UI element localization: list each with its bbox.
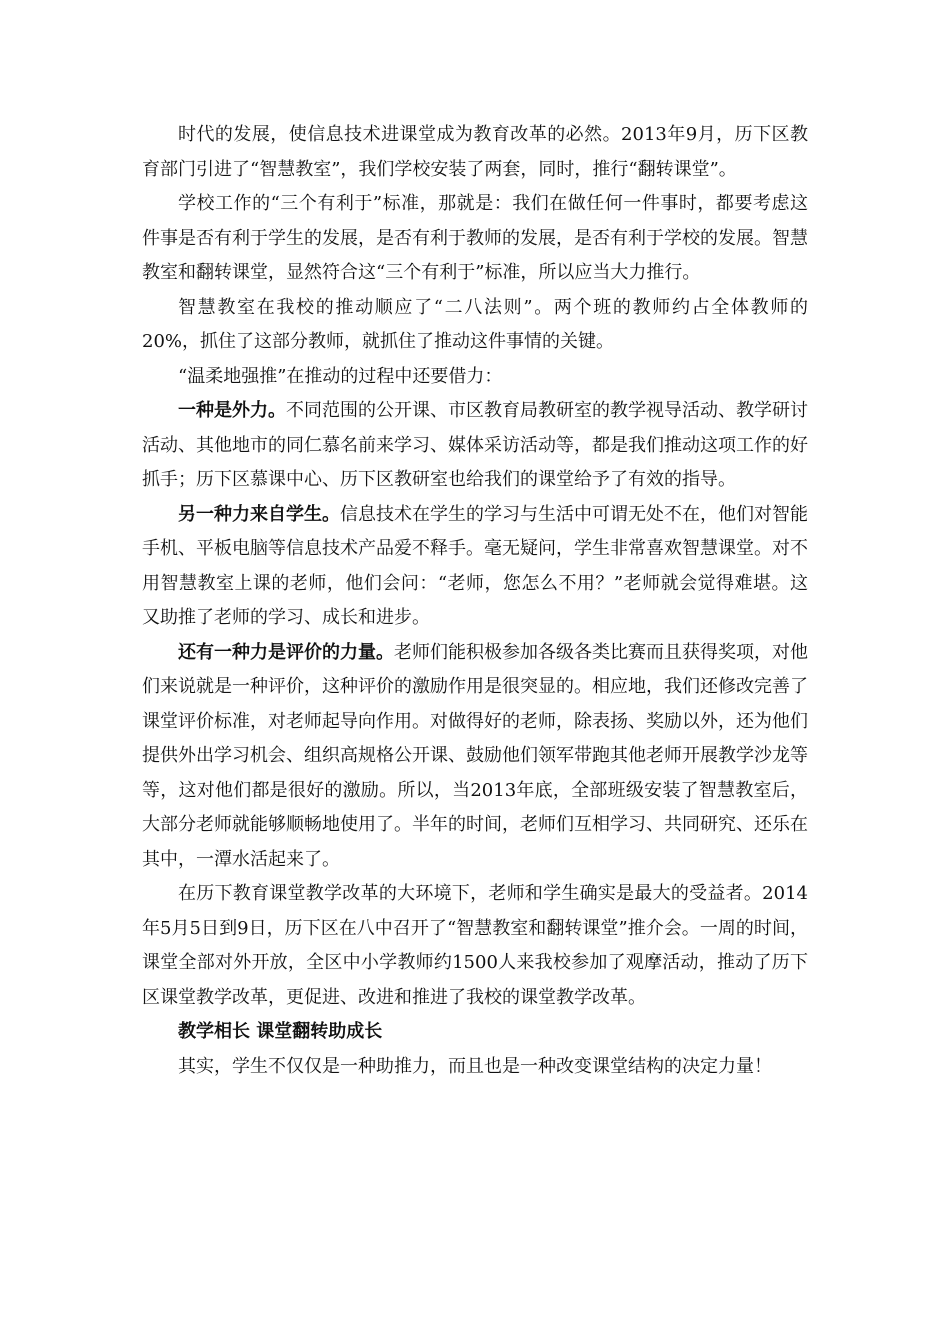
paragraph-evaluation-force: [142, 636, 808, 878]
paragraph-eighty-twenty: 智慧教室在我校的推动顺应了“二八法则”。两个班的教师约占全体教师的20%，抓住了这部分教师，就抓住了推动这件事情的关键。: [142, 296, 808, 352]
paragraph-info-tech: 时代的发展，使信息技术进课堂成为教育改革的必然。2013年9月，历下区教育部门引进了“智慧教室”，我们学校安装了两套，同时，推行“翻转课堂”。: [142, 124, 808, 180]
text-evaluation-force: 老师们能积极参加各级各类比赛而且获得奖项，对他们来说就是一种评价，这种评价的激励作用是很突显的。相应地，我们还修改完善了课堂评价标准，对老师起导向作用。对做得好的老师，除表扬、奖励以外，还为他们提供外出学习机会、组织高规格公开课、鼓励他们领军带跑其他老师开展教学沙龙等等，这对他们都是很好的激励。所以，当2013年底，全部班级安装了智慧教室后，大部分老师就能够顺畅地使用了。半年的时间，老师们互相学习、共同研究、还乐在其中，一潭水活起来了。: [142, 641, 808, 870]
document-page: [142, 118, 808, 1084]
text-student-force: 信息技术在学生的学习与生活中可谓无处不在，他们对智能手机、平板电脑等信息技术产品爱不释手。毫无疑问，学生非常喜欢智慧课堂。对不用智慧教室上课的老师，他们会问：“老师，您怎么不用？”老师就会觉得难堪。这又助推了老师的学习、成长和进步。: [142, 503, 808, 628]
paragraph-three-benefits: 学校工作的“三个有利于”标准，那就是：我们在做任何一件事时，都要考虑这件事是否有利于学生的发展，是否有利于教师的发展，是否有利于学校的发展。智慧教室和翻转课堂，显然符合这“三个有利于”标准，所以应当大力推行。: [142, 193, 808, 283]
paragraph-student-force: [142, 498, 808, 636]
text-external-force: 不同范围的公开课、市区教育局教研室的教学视导活动、教学研讨活动、其他地市的同仁慕名前来学习、媒体采访活动等，都是我们推动这项工作的好抓手；历下区慕课中心、历下区教研室也给我们的课堂给予了有效的指导。: [142, 400, 808, 490]
paragraph-external-force: [142, 394, 808, 498]
paragraph-gentle-push: “温柔地强推”在推动的过程中还要借力：: [178, 365, 503, 387]
paragraph-reform-results: 在历下教育课堂教学改革的大环境下，老师和学生确实是最大的受益者。2014年5月5日到9日，历下区在八中召开了“智慧教室和翻转课堂”推介会。一周的时间，课堂全部对外开放，全区中小学教师约1500人来我校参加了观摩活动，推动了历下区课堂教学改革，更促进、改进和推进了我校的课堂教学改革。: [142, 883, 808, 1008]
section-heading: 教学相长 课堂翻转助成长: [178, 1021, 383, 1042]
lead-external-force: 一种是外力。: [178, 400, 286, 421]
paragraph-students-decisive: 其实，学生不仅仅是一种助推力，而且也是一种改变课堂结构的决定力量！: [178, 1055, 772, 1077]
lead-student-force: 另一种力来自学生。: [178, 503, 340, 525]
lead-evaluation-force: 还有一种力是评价的力量。: [178, 641, 394, 663]
